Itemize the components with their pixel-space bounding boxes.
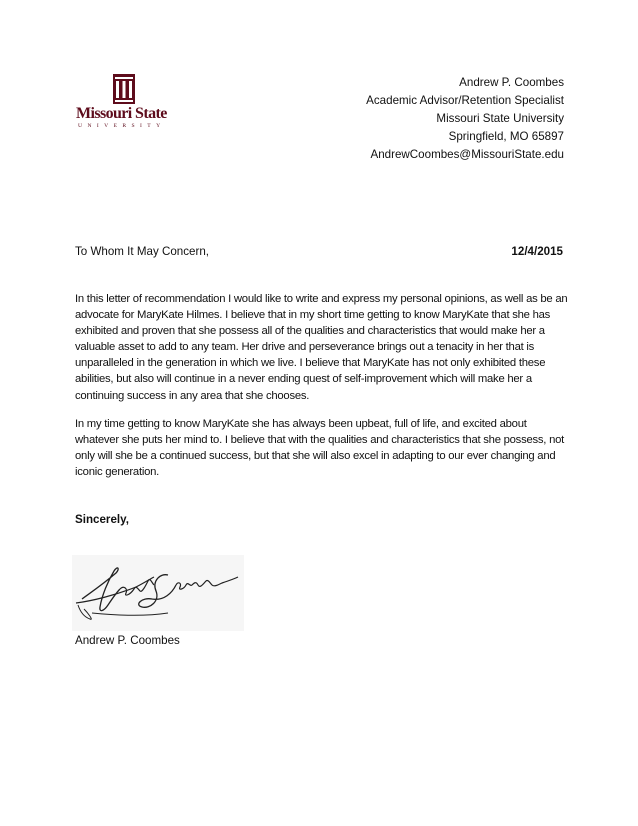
logo-subtitle: UNIVERSITY bbox=[78, 123, 166, 129]
logo-wordmark: Missouri State bbox=[76, 105, 167, 122]
body-paragraph: In my time getting to know MaryKate she has always been upbeat, full of life, and excited about whatever she puts her mind to. I believe that with the qualities and characteristics that she possess, not only will she be a continued success, but that she will also excel in adapting to our ever changing and iconic generation. bbox=[75, 417, 565, 478]
sender-name: Andrew P. Coombes bbox=[459, 76, 564, 89]
university-logo bbox=[76, 72, 186, 132]
body-paragraph: In this letter of recommendation I would like to write and express my personal opinions, as well as be an advocate for MaryKate Hilmes. I believe that in my short time getting to know MaryKate that she has exhibited and proven that she possess all of the qualities and characteristics that would make her a valuable asset to add to any team. Her drive and perseverance brings out a tenacity in her that is unparalleled in the generation in which we live. I believe that MaryKate has not only exhibited these abilities, but also will continue in a never ending quest of self-improvement which will make her a continuing success in any area that she chooses. bbox=[75, 293, 568, 402]
signature-name: Andrew P. Coombes bbox=[75, 634, 180, 647]
sender-email: AndrewCoombes@MissouriState.edu bbox=[370, 148, 564, 161]
letter-date: 12/4/2015 bbox=[511, 245, 563, 258]
salutation: To Whom It May Concern, bbox=[75, 245, 210, 258]
building-icon bbox=[113, 74, 135, 104]
sender-organization: Missouri State University bbox=[436, 112, 564, 125]
sender-title: Academic Advisor/Retention Specialist bbox=[366, 94, 564, 107]
handwritten-signature bbox=[72, 555, 244, 631]
sender-city: Springfield, MO 65897 bbox=[448, 130, 564, 143]
sender-block bbox=[366, 74, 564, 164]
letter-body bbox=[75, 291, 570, 492]
closing: Sincerely, bbox=[75, 513, 129, 526]
